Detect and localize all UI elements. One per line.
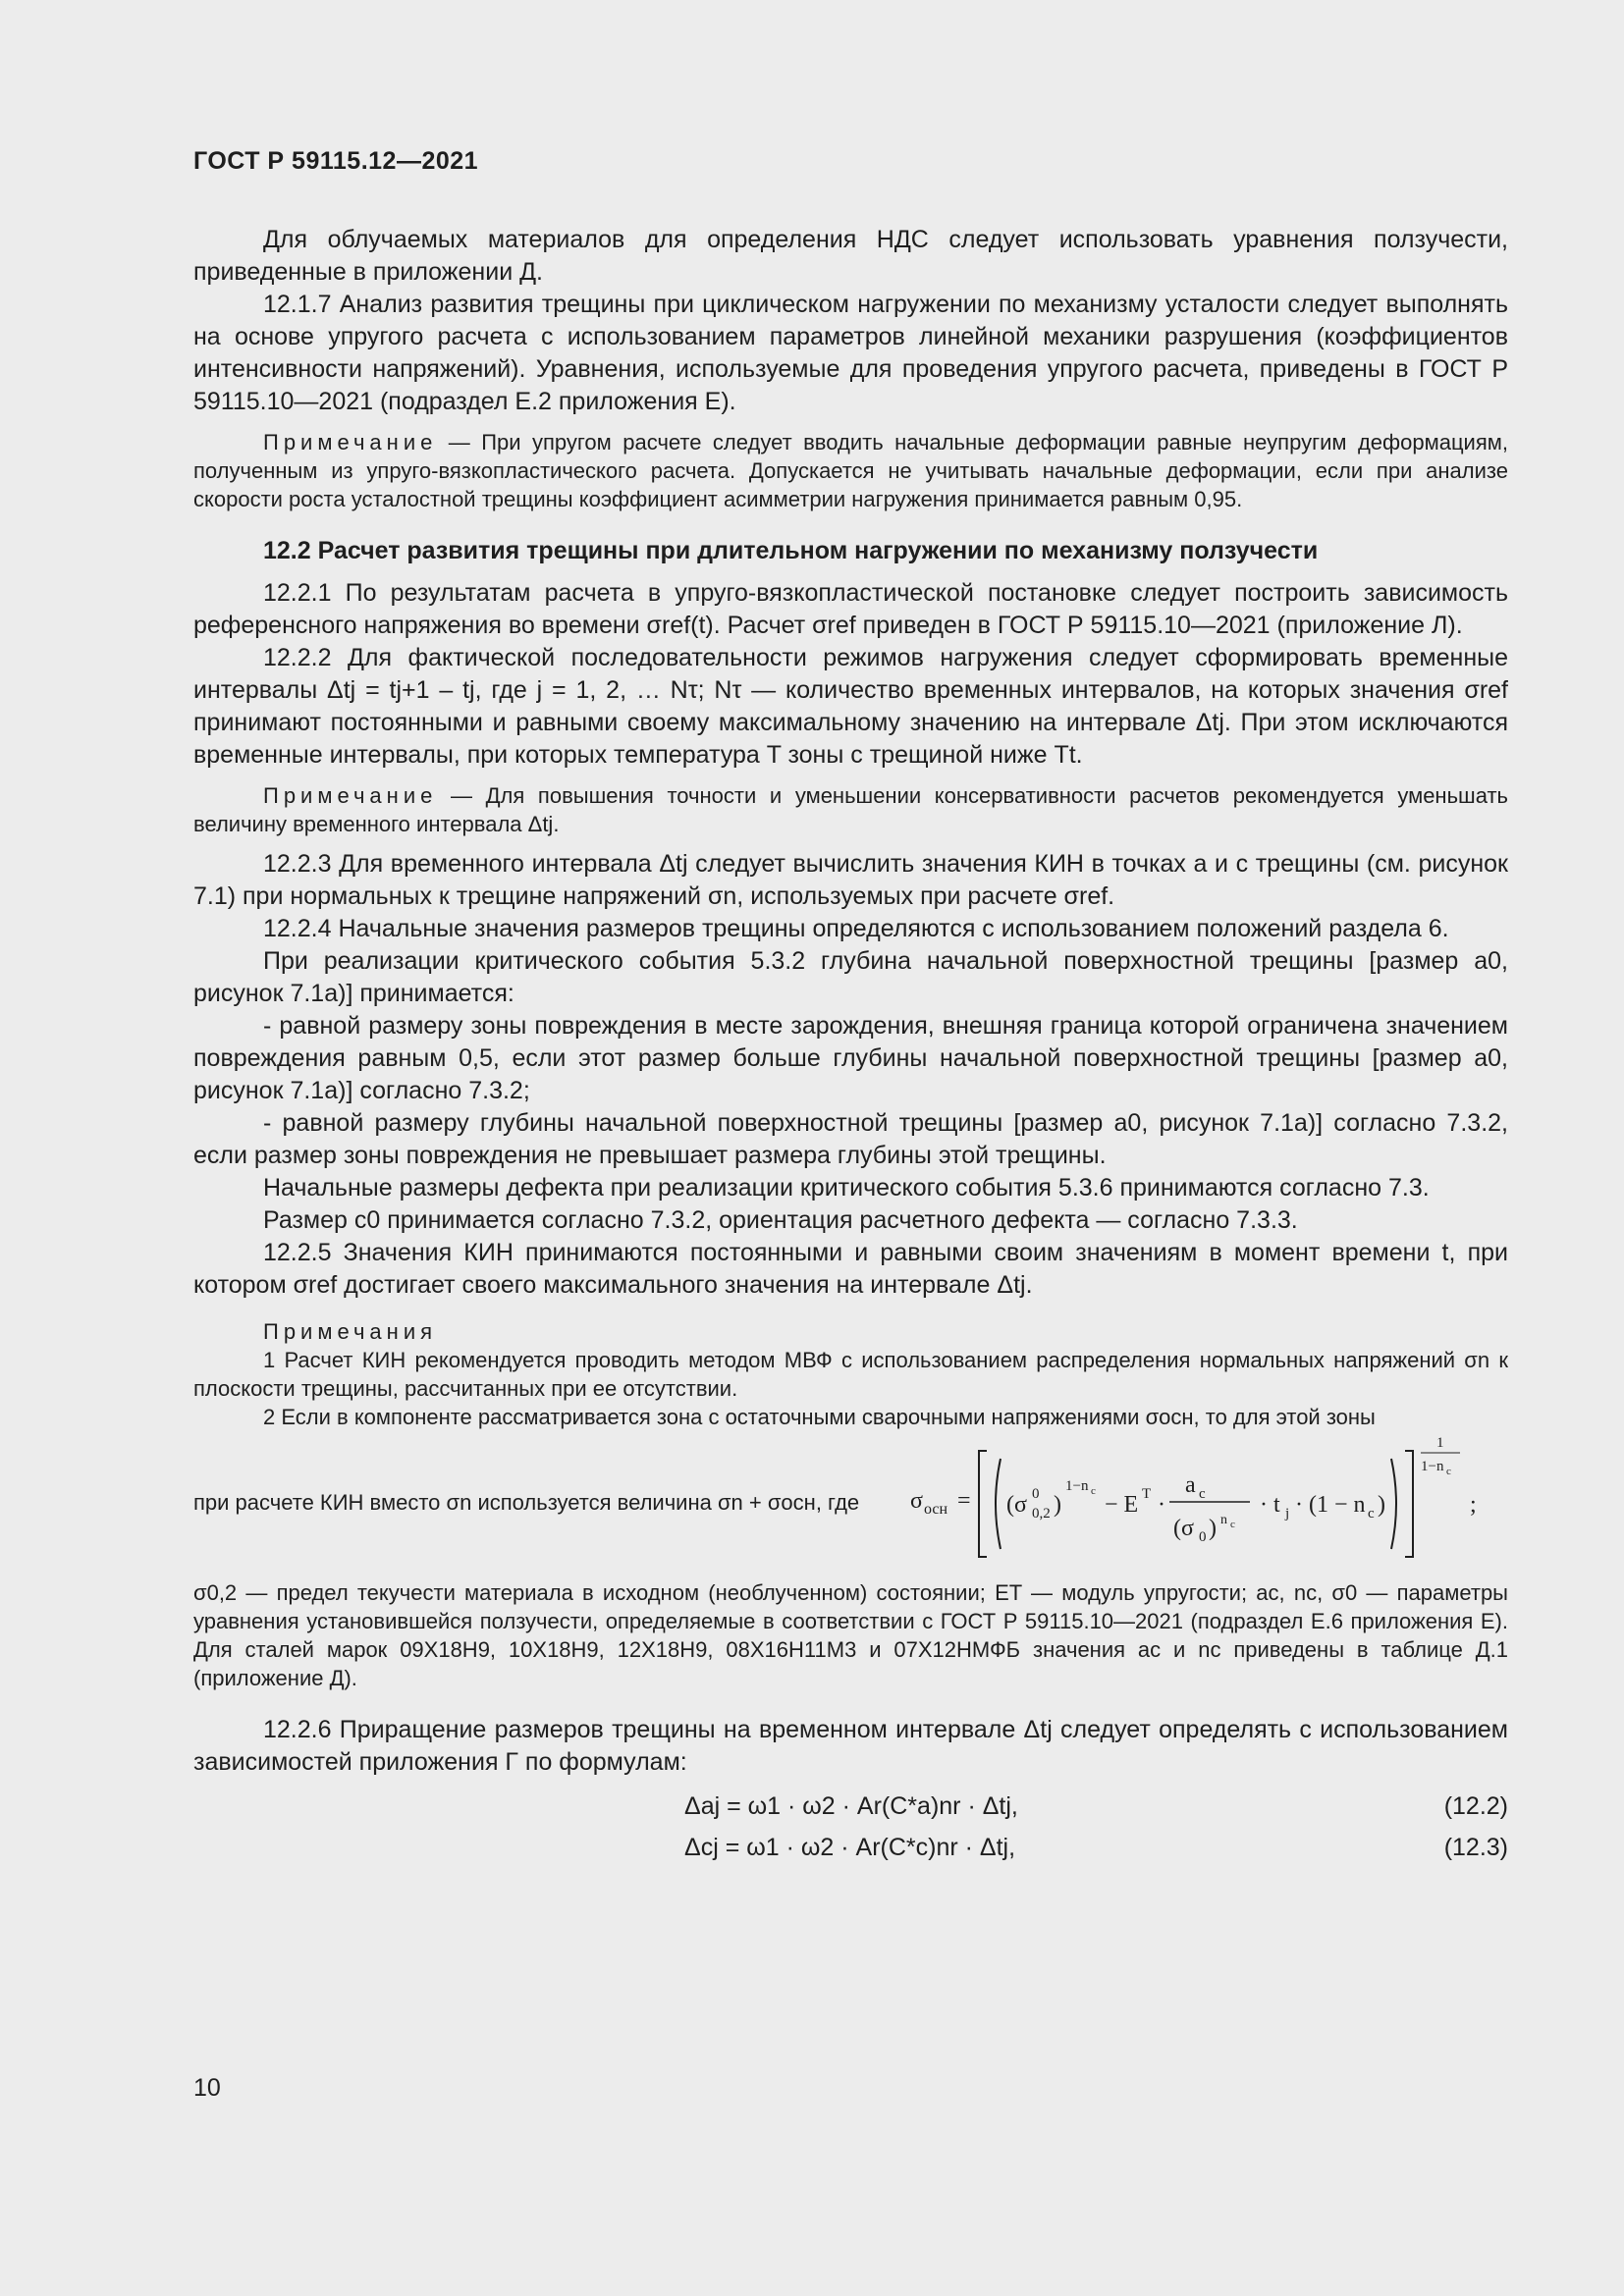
svg-text:c: c — [1446, 1466, 1451, 1477]
paragraph: Начальные размеры дефекта при реализации критического события 5.3.6 принимаются согласно 7.3. — [263, 1174, 1430, 1201]
equation-12-3 — [193, 1830, 1508, 1871]
svg-text:): ) — [1209, 1516, 1217, 1541]
svg-text:1: 1 — [1436, 1435, 1444, 1451]
paragraph: Для облучаемых материалов для определения НДС следует использовать уравнения ползучести, приведенные в приложении Д. — [193, 226, 1508, 286]
svg-text:· (1 − n: · (1 − n — [1295, 1492, 1366, 1518]
svg-text:0: 0 — [1199, 1529, 1207, 1545]
document-header: ГОСТ Р 59115.12—2021 — [193, 147, 479, 175]
notes-label: Примечания — [263, 1319, 438, 1344]
svg-text:·: · — [1158, 1492, 1165, 1518]
svg-text:0: 0 — [1032, 1486, 1040, 1502]
note-1 — [193, 428, 1508, 513]
sigma-osn-formula-image — [910, 1431, 1499, 1578]
paragraph-12-2-6: 12.2.6 Приращение размеров трещины на временном интервале Δtj следует определять с использованием зависимостей приложения Г по формулам: — [193, 1716, 1508, 1776]
svg-text:T: T — [1142, 1486, 1152, 1502]
note-text: — При упругом расчете следует вводить начальные деформации равные неупругим деформациям, полученным из упруго-вязкопластического расчета. Допускается не учитывать начальные деформации, если при анализе скорости роста усталостной трещины коэффициент асимметрии нагружения принимается равным 0,95. — [193, 430, 1508, 511]
note-item-2: 2 Если в компоненте рассматривается зона с остаточными сварочными напряжениями σосн, то для этой зоны — [263, 1405, 1376, 1429]
svg-text:j: j — [1285, 1506, 1290, 1522]
list-item: - равной размеру глубины начальной поверхностной трещины [размер a0, рисунок 7.1а)] согласно 7.3.2, если размер зоны повреждения не превышает размера глубины этой трещины. — [193, 1109, 1508, 1169]
page-content — [193, 224, 1508, 1871]
paragraph-12-1-7: 12.1.7 Анализ развития трещины при циклическом нагружении по механизму усталости следует выполнять на основе упругого расчета с использованием параметров линейной механики разрушения (коэффициентов интенсивности напряжений). Уравнения, используемые для проведения упругого расчета, приведены в ГОСТ Р 59115.10—2021 (подраздел Е.2 приложения Е). — [193, 291, 1508, 415]
note-2 — [193, 781, 1508, 838]
formula-lead-text: при расчете КИН вместо σn используется величина σn + σосн, где — [193, 1490, 860, 1515]
svg-text:(σ: (σ — [1173, 1516, 1194, 1541]
note-item-1: 1 Расчет КИН рекомендуется проводить методом МВФ с использованием распределения нормальных напряжений σn к плоскости трещины, рассчитанных при ее отсутствии. — [193, 1348, 1508, 1401]
page-number: 10 — [193, 2074, 221, 2102]
equation-number: (12.2) — [1443, 1792, 1508, 1820]
svg-text:1−n: 1−n — [1065, 1478, 1089, 1494]
svg-text:=: = — [957, 1488, 971, 1514]
equation-number: (12.3) — [1443, 1834, 1508, 1861]
svg-text:): ) — [1378, 1492, 1385, 1518]
svg-text:n: n — [1220, 1513, 1227, 1527]
svg-text:;: ; — [1470, 1492, 1477, 1518]
list-item: - равной размеру зоны повреждения в месте зарождения, внешняя граница которой ограничена значением повреждения равным 0,5, если этот размер больше глубины начальной поверхностной трещины [размер a0, рисунок 7.1а)] согласно 7.3.2; — [193, 1012, 1508, 1104]
svg-text:· t: · t — [1260, 1492, 1280, 1518]
paragraph-12-2-1: 12.2.1 По результатам расчета в упруго-вязкопластической постановке следует построить зависимость референсного напряжения во времени σref(t). Расчет σref приведен в ГОСТ Р 59115.10—2021 (приложение Л). — [193, 579, 1508, 639]
svg-text:0,2: 0,2 — [1032, 1506, 1051, 1522]
note-label: Примечание — [263, 783, 438, 808]
section-heading: 12.2 Расчет развития трещины при длительном нагружении по механизму ползучести — [263, 537, 1319, 564]
paragraph-12-2-2: 12.2.2 Для фактической последовательности режимов нагружения следует сформировать временные интервалы Δtj = tj+1 – tj, где j = 1, 2, … Nτ; Nτ — количество временных интервалов, на которых значения σref принимают постоянными и равными своему максимальному значению на интервале Δtj. При этом исключаются временные интервалы, при которых температура T зоны с трещиной ниже Tt. — [193, 644, 1508, 769]
svg-text:осн: осн — [924, 1501, 948, 1518]
svg-text:c: c — [1368, 1506, 1375, 1522]
svg-text:(σ: (σ — [1006, 1492, 1027, 1518]
note-text: — Для повышения точности и уменьшении консервативности расчетов рекомендуется уменьшать величину временного интервала Δtj. — [193, 783, 1508, 836]
svg-text:σ: σ — [910, 1488, 923, 1514]
equation-12-2 — [193, 1789, 1508, 1830]
note-item-2-continued: σ0,2 — предел текучести материала в исходном (необлученном) состоянии; ET — модуль упругости; ac, nc, σ0 — параметры уравнения установившейся ползучести, определяемые в соответствии с ГОСТ Р 59115.10—2021 (подраздел Е.6 приложения Е). Для сталей марок 09Х18Н9, 10Х18Н9, 12Х18Н9, 08Х16Н11М3 и 07Х12НМФБ значения ac и nc приведены в таблице Д.1 (приложение Д). — [193, 1580, 1508, 1690]
svg-text:): ) — [1054, 1492, 1061, 1518]
equation-body: Δaj = ω1 · ω2 · Ar(C*a)nr · Δtj, — [684, 1792, 1018, 1820]
svg-text:a: a — [1185, 1472, 1196, 1498]
svg-text:− E: − E — [1105, 1492, 1139, 1518]
svg-text:1−n: 1−n — [1421, 1459, 1444, 1474]
residual-stress-formula — [193, 1431, 1508, 1578]
paragraph: Размер c0 принимается согласно 7.3.2, ориентация расчетного дефекта — согласно 7.3.3. — [263, 1206, 1298, 1234]
note-label: Примечание — [263, 430, 438, 454]
svg-text:c: c — [1091, 1485, 1096, 1497]
paragraph-12-2-5: 12.2.5 Значения КИН принимаются постоянными и равными своим значениям в момент времени t, при котором σref достигает своего максимального значения на интервале Δtj. — [193, 1239, 1508, 1299]
svg-text:c: c — [1199, 1486, 1206, 1502]
svg-text:c: c — [1230, 1519, 1235, 1530]
paragraph-12-2-4: 12.2.4 Начальные значения размеров трещины определяются с использованием положений раздела 6. — [263, 915, 1449, 942]
equation-body: Δcj = ω1 · ω2 · Ar(C*c)nr · Δtj, — [684, 1834, 1016, 1861]
paragraph: При реализации критического события 5.3.2 глубина начальной поверхностной трещины [размер a0, рисунок 7.1а)] принимается: — [193, 947, 1508, 1007]
paragraph-12-2-3: 12.2.3 Для временного интервала Δtj следует вычислить значения КИН в точках a и c трещины (см. рисунок 7.1) при нормальных к трещине напряжений σn, используемых при расчете σref. — [193, 850, 1508, 910]
